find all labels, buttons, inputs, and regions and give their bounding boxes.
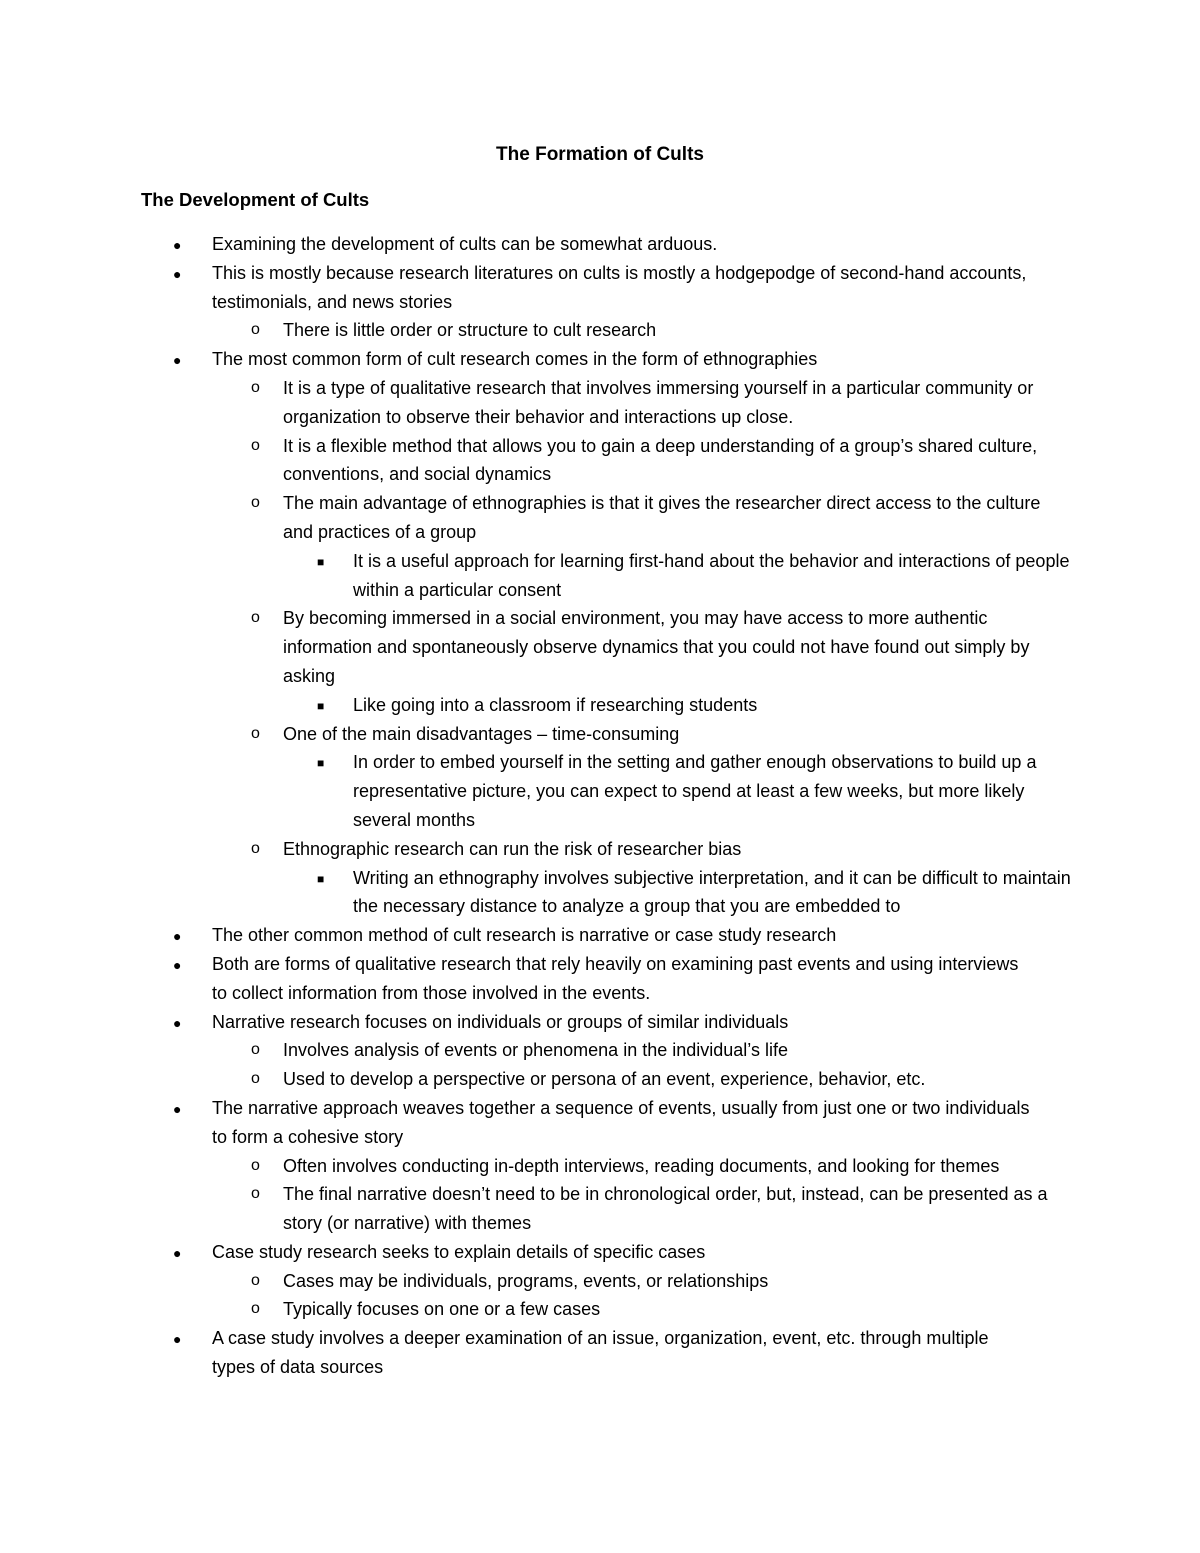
list-item-text: Often involves conducting in-depth interviews, reading documents, and looking for themes [283,1155,1000,1176]
list-item [0,748,1073,834]
document-title: The Formation of Cults [496,144,704,165]
list-item-text: There is little order or structure to cult research [283,320,657,341]
bullet-dot-icon: ● [173,237,182,253]
bullet-dot-icon: ● [173,956,182,973]
bullet-circle-icon: o [251,1300,260,1318]
bullet-circle-icon: o [251,1271,260,1289]
list-item [0,921,1032,950]
list-item [0,950,1032,1008]
list-item [0,259,1032,317]
list-item [0,230,1032,259]
bullet-square-icon: ■ [317,698,325,713]
list-item [0,835,1063,864]
bullet-circle-icon: o [251,321,260,339]
list-item [0,1267,1063,1296]
list-item-text: The final narrative doesn’t need to be in chronological order, but, instead, can be presented as a story (or narrative) with themes [283,1184,1048,1234]
list-item [0,1008,1032,1037]
list-item-text: It is a flexible method that allows you to gain a deep understanding of a group’s shared culture, conventions, and social dynamics [283,435,1038,485]
list-item-text: Ethnographic research can run the risk of researcher bias [283,838,742,859]
list-item [0,1295,1063,1324]
list-item [0,864,1073,922]
list-item-text: In order to embed yourself in the setting and gather enough observations to build up a representative picture, you can expect to spend at least a few weeks, but more likely several months [353,752,1037,830]
bullet-dot-icon: ● [173,265,182,282]
bullet-circle-icon: o [251,724,260,742]
list-item-text: The most common form of cult research comes in the form of ethnographies [212,349,818,370]
bullet-square-icon: ■ [317,756,325,771]
list-item-text: The narrative approach weaves together a sequence of events, usually from just one or two individuals to form a cohesive story [212,1097,1030,1147]
list-item-text: The other common method of cult research is narrative or case study research [212,925,837,946]
list-item [0,1324,1032,1382]
bullet-circle-icon: o [251,1156,260,1174]
list-item-text: Narrative research focuses on individuals or groups of similar individuals [212,1011,789,1032]
bullet-dot-icon: ● [173,1244,182,1261]
list-item-text: It is a useful approach for learning first-hand about the behavior and interactions of people within a particular consent [353,550,1070,600]
bullet-circle-icon: o [251,1185,260,1203]
list-item [0,691,1073,720]
list-item-text: By becoming immersed in a social environment, you may have access to more authentic information and spontaneously observe dynamics that you could not have found out simply by asking [283,608,1030,686]
bullet-dot-icon: ● [173,1014,182,1031]
bullet-square-icon: ■ [317,554,325,569]
list-item-text: Typically focuses on one or a few cases [283,1299,601,1320]
list-item-text: Involves analysis of events or phenomena in the individual’s life [283,1040,788,1061]
list-item-text: Examining the development of cults can be somewhat arduous. [212,234,718,254]
list-item [0,1238,1032,1267]
list-item-text: Both are forms of qualitative research that rely heavily on examining past events and using interviews to collect information from those involved in the events. [212,953,1019,1003]
list-item [0,1152,1063,1181]
bullet-circle-icon: o [251,1041,260,1059]
bullet-circle-icon: o [251,494,260,512]
bullet-circle-icon: o [251,609,260,627]
bullet-square-icon: ■ [317,871,325,886]
list-item-text: Case study research seeks to explain details of specific cases [212,1241,706,1262]
list-item-text: It is a type of qualitative research that involves immersing yourself in a particular community or organization to observe their behavior and interactions up close. [283,377,1034,427]
section-heading: The Development of Cults [141,189,370,210]
bullet-dot-icon: ● [173,1100,182,1117]
outline-list [0,230,1200,1382]
list-item [0,1036,1063,1065]
list-item [0,1180,1063,1238]
bullet-circle-icon: o [251,378,260,396]
list-item-text: A case study involves a deeper examination of an issue, organization, event, etc. through multiple types of data sources [212,1328,989,1378]
bullet-dot-icon: ● [173,1331,182,1348]
list-item-text: The main advantage of ethnographies is that it gives the researcher direct access to the culture and practices of a group [283,493,1041,542]
bullet-dot-icon: ● [173,928,182,945]
list-item-text: Cases may be individuals, programs, events, or relationships [283,1270,769,1291]
bullet-circle-icon: o [251,436,260,454]
list-item-text: One of the main disadvantages – time-consuming [283,723,680,744]
list-item [0,1065,1063,1094]
bullet-circle-icon: o [251,1070,260,1088]
list-item [0,316,1063,345]
list-item [0,489,1063,547]
list-item [0,432,1063,490]
list-item [0,547,1073,605]
list-item-text: Writing an ethnography involves subjective interpretation, and it can be difficult to maintain the necessary distance to analyze a group that you are embedded to [353,867,1071,917]
list-item [0,720,1063,749]
list-item [0,604,1063,690]
list-item [0,1094,1032,1152]
list-item-text: Used to develop a perspective or persona of an event, experience, behavior, etc. [283,1069,926,1090]
bullet-circle-icon: o [251,839,260,857]
list-item [0,345,1032,374]
list-item-text: This is mostly because research literatures on cults is mostly a hodgepodge of second-hand accounts, testimonials, and news stories [212,262,1027,312]
list-item [0,374,1063,432]
list-item-text: Like going into a classroom if researching students [353,694,758,715]
bullet-dot-icon: ● [173,352,182,369]
